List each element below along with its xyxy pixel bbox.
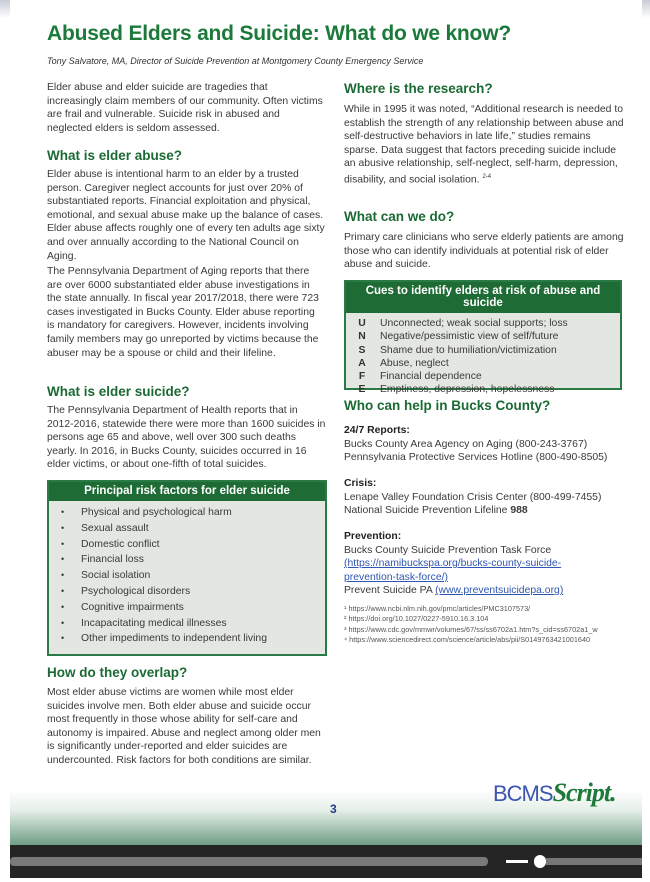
heading-what-can-we-do: What can we do?: [344, 209, 455, 224]
report-contact: Bucks County Area Agency on Aging (800-243-3767): [344, 438, 588, 450]
heading-elder-abuse: What is elder abuse?: [47, 148, 183, 163]
risk-factors-list: [49, 501, 325, 651]
footnote: ¹ https://www.ncbi.nlm.nih.gov/pmc/articles/PMC3107573/: [344, 604, 531, 613]
heading-who-can-help: Who can help in Bucks County?: [344, 398, 551, 413]
byline: Tony Salvatore, MA, Director of Suicide Prevention at Montgomery County Emergency Service: [47, 56, 424, 66]
cue-letter: S: [358, 344, 366, 356]
intro-paragraph: Elder abuse and elder suicide are tragedies that increasingly claim members of our community. Often victims are frail and vulnerable. Suicide risk in abused and neglected elders is seldom assessed.: [47, 82, 323, 134]
cues-title: Cues to identify elders at risk of abuse and suicide: [346, 282, 620, 313]
risk-factors-title: Principal risk factors for elder suicide: [49, 482, 325, 501]
cue-item: [346, 357, 620, 370]
page-number: 3: [330, 802, 337, 816]
what-can-we-do-paragraph: Primary care clinicians who serve elderly patients are among those who can identify individuals at potential risk of elder abuse and suicide.: [344, 232, 624, 271]
cue-item: [346, 370, 620, 383]
cue-item: [346, 317, 620, 330]
prevention-section: [344, 530, 612, 598]
prevent-suicide-pa-name: Prevent Suicide PA: [344, 585, 436, 597]
viewer-control-bar: [10, 845, 642, 878]
volume-slider-handle[interactable]: [534, 855, 546, 868]
volume-icon[interactable]: [506, 860, 528, 863]
risk-factor-item: • Social isolation: [61, 568, 325, 584]
logo-bcms: BCMS: [493, 781, 553, 806]
cue-item: [346, 330, 620, 343]
cue-letter: N: [358, 331, 366, 343]
cue-text: Abuse, neglect: [380, 357, 449, 369]
research-text: While in 1995 it was noted, “Additional research is needed to establish the strength of any relationship between abuse and self-destructive behaviors in late life,” studies remains sparse. Data suggest that factors preceding suicide include an abusive relationship, self-neglect, self-harm, depression, disability, and social isolation.: [344, 104, 624, 186]
crisis-contact: [344, 504, 629, 518]
risk-factor-item: • Psychological disorders: [61, 584, 325, 600]
cue-letter: U: [358, 318, 366, 329]
risk-factor-item: • Other impediments to independent living: [61, 631, 325, 647]
risk-factor-item: • Sexual assault: [61, 521, 325, 537]
heading-elder-suicide: What is elder suicide?: [47, 384, 190, 399]
risk-factor-item: • Cognitive impairments: [61, 600, 325, 616]
task-force-link[interactable]: (https://namibuckspa.org/bucks-county-suicide-prevention-task-force/): [344, 558, 562, 583]
cue-item: [346, 344, 620, 357]
citation-superscript: 2-4: [482, 173, 492, 180]
footnote: ⁴ https://www.sciencedirect.com/science/article/abs/pii/S0149763421001640: [344, 634, 591, 644]
crisis-section: [344, 477, 629, 518]
risk-factors-box: [47, 480, 327, 656]
crisis-contact: Lenape Valley Foundation Crisis Center (800-499-7455): [344, 491, 602, 503]
task-force-name: Bucks County Suicide Prevention Task Force: [344, 544, 552, 556]
footnote: ² https://doi.org/10.1027/0227-5910.16.3.104: [344, 614, 489, 624]
risk-factor-item: • Physical and psychological harm: [61, 505, 325, 521]
bcms-script-logo: [493, 778, 616, 808]
cue-letter: F: [358, 371, 366, 383]
heading-research: Where is the research?: [344, 81, 493, 96]
cues-box: [344, 280, 622, 396]
risk-factor-item: • Incapacitating medical illnesses: [61, 616, 325, 632]
page-title: Abused Elders and Suicide: What do we know?: [47, 22, 511, 45]
logo-script: Script.: [552, 778, 616, 807]
lifeline-number: 988: [510, 505, 528, 517]
prevention-contact: [344, 544, 612, 585]
footnotes: [344, 604, 598, 645]
cue-letter: E: [358, 384, 366, 396]
footnote: ³ https://www.cdc.gov/mmwr/volumes/67/ss/ss6702a1.htm?s_cid=ss6702a1_w: [344, 624, 598, 634]
lifeline-name: National Suicide Prevention Lifeline: [344, 505, 511, 517]
crisis-label: Crisis:: [344, 478, 377, 489]
cue-item: [346, 383, 620, 396]
research-paragraph: [344, 103, 624, 187]
cue-letter: A: [358, 357, 366, 369]
cue-text: Shame due to humiliation/victimization: [380, 344, 557, 356]
pa-aging-paragraph: The Pennsylvania Department of Aging reports that there are over 6000 substantiated elder abuse investigations in the state annually. In fiscal year 2017/2018, there were 723 cases investigated in Bucks County. Elder abuse reporting is mandatory for caregivers. However, incidents involving family members may go unreported by victims because the abuser may be a spouse or child and their lifeline.: [47, 266, 319, 359]
heading-overlap: How do they overlap?: [47, 665, 188, 680]
elder-abuse-paragraph: Elder abuse is intentional harm to an elder by a trusted person. Caregiver neglect accounts for just over 20% of substantiated reports. Financial exploitation and physical, emotional, and sexual abuse make up the balance of cases. Elder abuse affects roughly one of every ten adults age sixty and over annually according to the National Council on Aging.: [47, 169, 325, 262]
reports-section: [344, 424, 629, 465]
page-scrubber[interactable]: [10, 857, 488, 866]
volume-slider-track[interactable]: [546, 858, 642, 865]
report-contact: Pennsylvania Protective Services Hotline (800-490-8505): [344, 452, 608, 464]
cues-list: [346, 313, 620, 401]
cue-text: Financial dependence: [380, 371, 482, 383]
overlap-paragraph: Most elder abuse victims are women while most elder suicides involve men. Both elder abuse and suicide occur most frequently in those whose ability for self-care and autonomy is impaired. Abuse and neglect among older men is significantly under-reported and elder suicides are undercounted. Risk factors for both conditions are similar.: [47, 687, 321, 766]
cue-text: Negative/pessimistic view of self/future: [380, 331, 559, 343]
risk-factor-item: • Domestic conflict: [61, 537, 325, 553]
reports-label: 24/7 Reports:: [344, 425, 410, 436]
risk-factor-item: • Financial loss: [61, 552, 325, 568]
prevent-suicide-pa-link[interactable]: (www.preventsuicidepa.org): [435, 585, 564, 597]
cue-text: Emptiness, depression, hopelessness: [380, 384, 555, 396]
prevention-label: Prevention:: [344, 531, 402, 542]
elder-suicide-paragraph: The Pennsylvania Department of Health reports that in 2012-2016, statewide there were more than 1600 suicides in persons age 65 and above, well over 300 such deaths yearly. In 2016, in Bucks County, suicides occurred in 16 elder victims, or about one-fifth of total suicides.: [47, 405, 326, 471]
prevention-contact: [344, 584, 612, 598]
cue-text: Unconnected; weak social supports; loss: [380, 318, 568, 329]
